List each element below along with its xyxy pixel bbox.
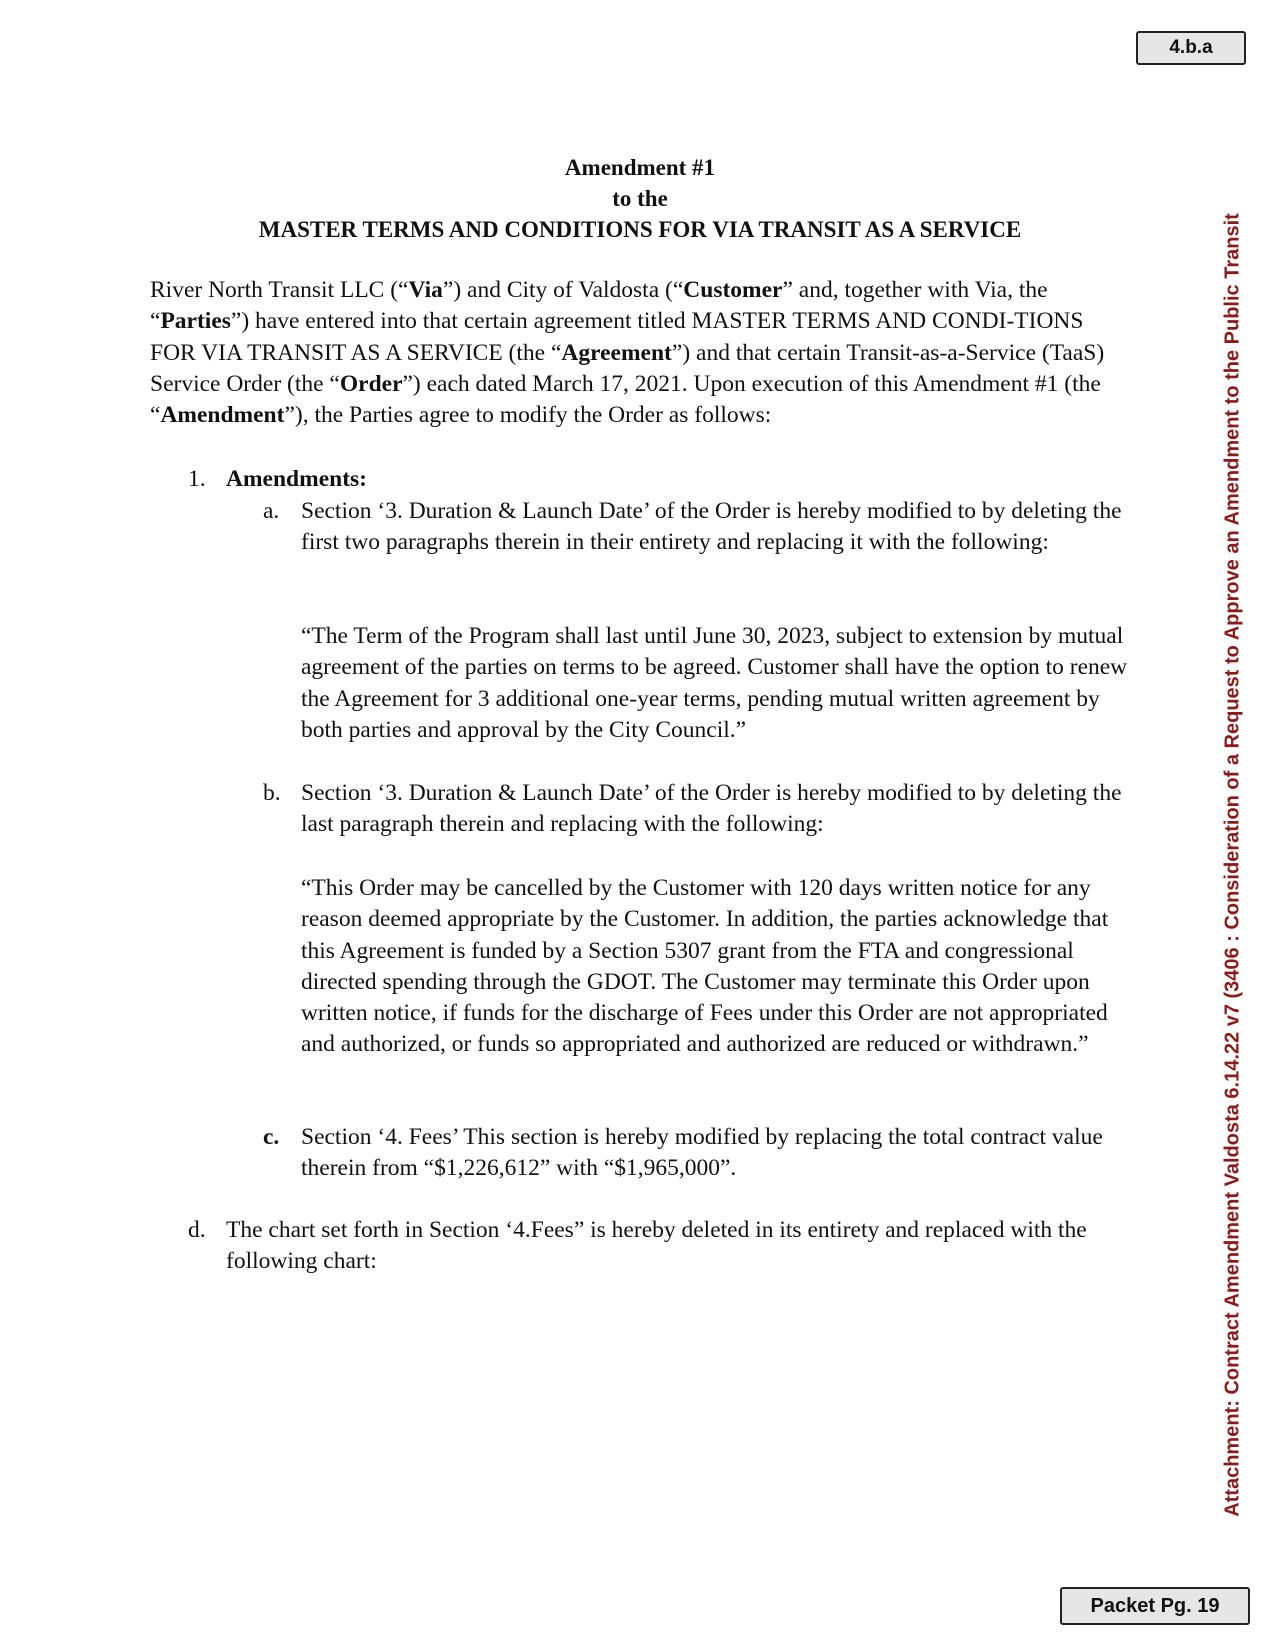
intro-paragraph <box>150 275 1130 431</box>
intro-text-1: River North Transit LLC (“ <box>150 277 409 303</box>
document-tag-badge: 4.b.a <box>1136 31 1246 65</box>
title-line-2: to the <box>612 186 668 211</box>
attachment-sidebar-label: Attachment: Contract Amendment Valdosta 6.14.22 v7 (3406 : Consideration of a Request to Approve an Amendment to the Public Transit <box>1221 213 1244 1517</box>
document-title <box>150 152 1130 245</box>
title-line-1: Amendment #1 <box>564 155 716 180</box>
intro-text-5: ”) and that certain Transit-as-a-Service (TaaS) Service Order (the “ <box>150 339 1105 397</box>
item-a-marker: a. <box>263 498 280 524</box>
item-b-marker: b. <box>263 780 281 806</box>
term-customer: Customer <box>683 277 783 303</box>
intro-text-6: ”) each dated March 17, 2021. Upon execution of this Amendment #1 (the “ <box>150 370 1101 429</box>
intro-text-3: ” and, together with Via, the “ <box>150 277 1048 335</box>
term-amendment: Amendment <box>160 402 285 429</box>
intro-text-7: ”), the Parties agree to modify the Order as follows: <box>284 402 772 429</box>
item-a-text: Section ‘3. Duration & Launch Date’ of the Order is hereby modified to by deleting the first two paragraphs therein in their entirety and replacing it with the following: <box>301 498 1122 556</box>
packet-page-badge: Packet Pg. 19 <box>1060 1587 1250 1625</box>
item-b-quote: “This Order may be cancelled by the Customer with 120 days written notice for any reason deemed appropriate by the Customer. In addition, the parties acknowledge that this Agreement is funded by a Section 5307 grant from the FTA and congressional directed spending through the GDOT. The Customer may terminate this Order upon written notice, if funds for the discharge of Fees under this Order are not appropriated and authorized, or funds so appropriated and authorized are reduced or withdrawn.” <box>301 875 1109 1058</box>
item-c-marker: c. <box>263 1124 280 1150</box>
title-line-3: MASTER TERMS AND CONDITIONS FOR VIA TRANSIT AS A SERVICE <box>258 217 1022 242</box>
term-parties: Parties <box>160 308 231 335</box>
intro-text-4: ”) have entered into that certain agreement titled MASTER TERMS AND CONDI-TIONS FOR VIA TRANSIT AS A SERVICE (the “ <box>150 308 1084 366</box>
term-via: Via <box>408 277 443 303</box>
section-1-title: Amendments: <box>226 466 367 492</box>
intro-text-2: ”) and City of Valdosta (“ <box>442 277 684 303</box>
item-c-text: Section ‘4. Fees’ This section is hereby modified by replacing the total contract value therein from “$1,226,612” with “$1,965,000”. <box>301 1124 1103 1182</box>
item-b-text: Section ‘3. Duration & Launch Date’ of the Order is hereby modified to by deleting the last paragraph therein and replacing with the following: <box>301 780 1122 838</box>
term-agreement: Agreement <box>561 339 672 366</box>
item-d-marker: d. <box>188 1217 206 1243</box>
item-a-quote: “The Term of the Program shall last until June 30, 2023, subject to extension by mutual agreement of the parties on terms to be agreed. Customer shall have the option to renew the Agreement for 3 additional one-year terms, pending mutual written agreement by both parties and approval by the City Council.” <box>301 623 1128 743</box>
item-d-text: The chart set forth in Section ‘4.Fees” is hereby deleted in its entirety and replaced with the following chart: <box>226 1217 1087 1275</box>
section-1-number: 1. <box>188 466 206 492</box>
term-order: Order <box>339 370 403 397</box>
